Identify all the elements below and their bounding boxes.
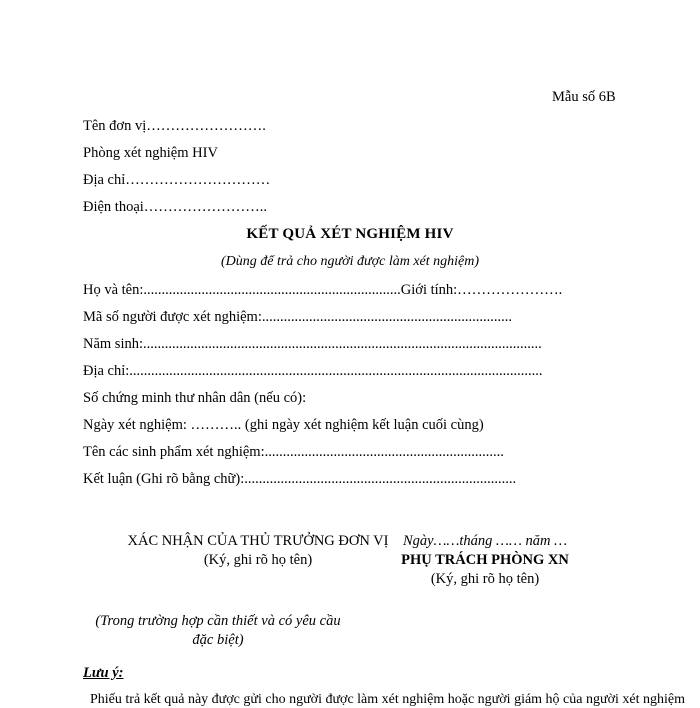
specimens-field: Tên các sinh phẩm xét nghiệm:.................................................................. bbox=[83, 444, 504, 460]
document-title: KẾT QUẢ XÉT NGHIỆM HIV bbox=[246, 226, 454, 242]
unit-name-line: Tên đơn vị……………………. bbox=[83, 118, 266, 134]
patient-code-field: Mã số người được xét nghiệm:..................................................................... bbox=[83, 309, 512, 325]
lab-name-line: Phòng xét nghiệm HIV bbox=[83, 145, 218, 161]
note-body: Phiếu trả kết quả này được gửi cho người được làm xét nghiệm hoặc người giám hộ của người xét nghiệm bbox=[90, 692, 685, 707]
birth-year-field: Năm sinh:.............................................................................................................. bbox=[83, 336, 542, 352]
document-subtitle: (Dùng để trả cho người được làm xét nghiệm) bbox=[220, 254, 480, 269]
lab-head-sign-note: (Ký, ghi rõ họ tên) bbox=[430, 571, 540, 587]
lab-head-title: PHỤ TRÁCH PHÒNG XN bbox=[401, 552, 569, 568]
test-date-field: Ngày xét nghiệm: ……….. (ghi ngày xét nghiệm kết luận cuối cùng) bbox=[83, 417, 484, 433]
form-number: Mẫu số 6B bbox=[552, 89, 616, 105]
name-gender-field: Họ và tên:.......................................................................Giới tính:…………………. bbox=[83, 282, 563, 298]
address-field: Địa chỉ:.................................................................................................................. bbox=[83, 363, 543, 379]
note-heading: Lưu ý: bbox=[83, 665, 124, 681]
head-sign-note: (Ký, ghi rõ họ tên) bbox=[203, 552, 313, 568]
conclusion-field: Kết luận (Ghi rõ bằng chữ):........................................................................... bbox=[83, 471, 517, 487]
lab-head-block bbox=[385, 532, 585, 589]
signature-date-line: Ngày……tháng …… năm … bbox=[403, 533, 567, 549]
head-confirmation-title: XÁC NHẬN CỦA THỦ TRƯỞNG ĐƠN VỊ bbox=[127, 533, 389, 549]
id-card-field: Số chứng minh thư nhân dân (nếu có): bbox=[83, 390, 307, 406]
phone-line: Điện thoại…………………….. bbox=[83, 199, 268, 215]
header-address-line: Địa chỉ………………………… bbox=[83, 172, 271, 188]
head-condition-note: (Trong trường hợp cần thiết và có yêu cầu đặc biệt) bbox=[95, 613, 341, 648]
head-confirmation-block bbox=[83, 532, 433, 570]
